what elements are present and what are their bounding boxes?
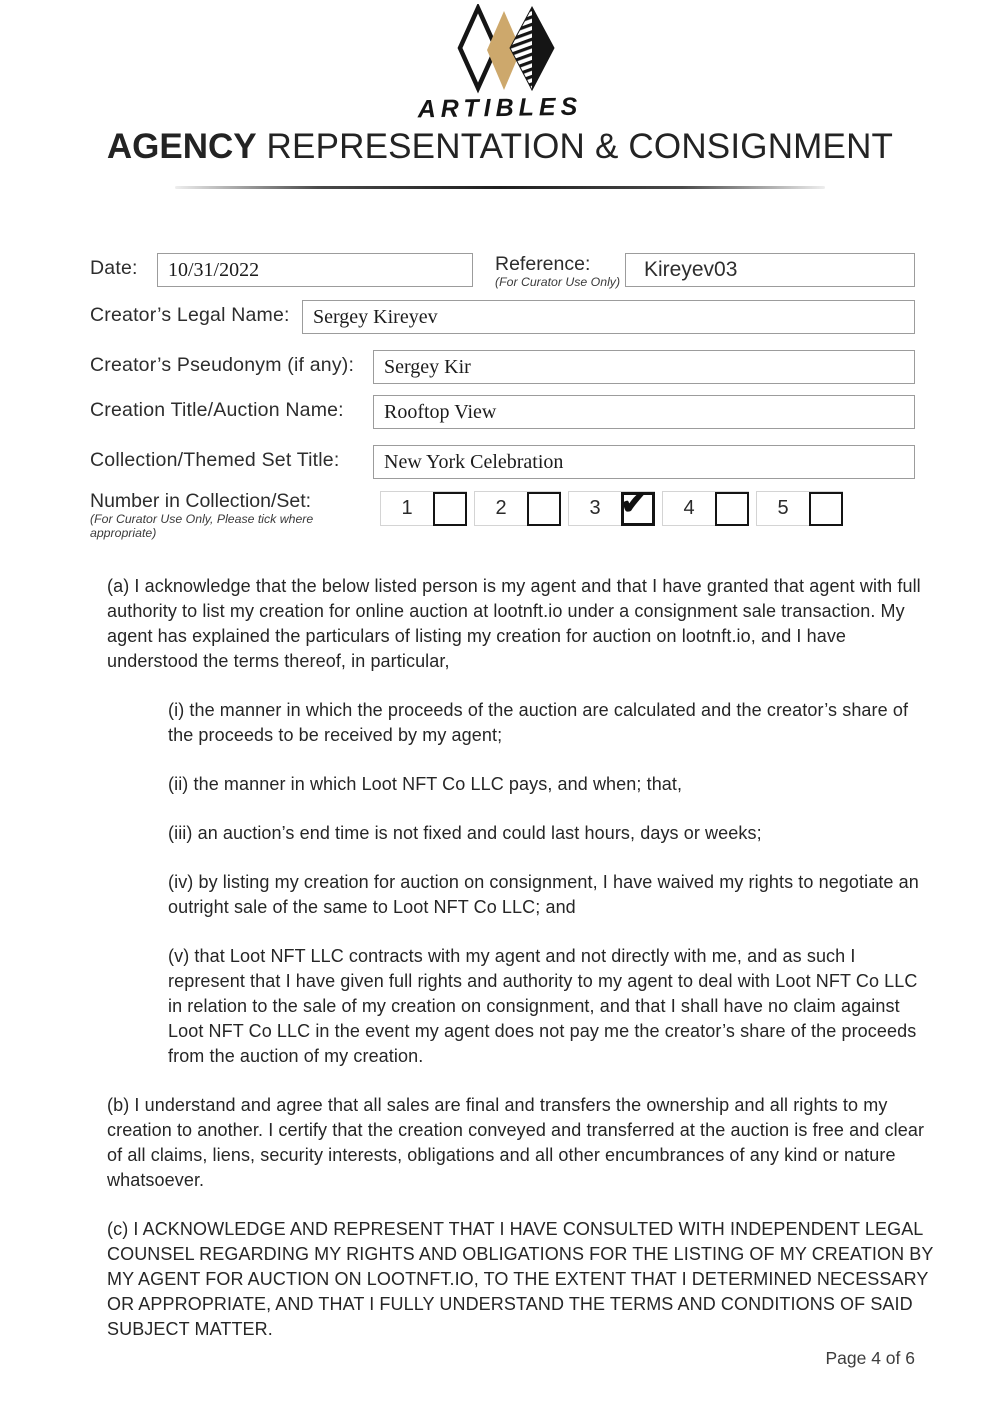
reference-label-block [495, 253, 625, 289]
creation-title-label: Creation Title/Auction Name: [90, 399, 344, 421]
pseudonym-label: Creator’s Pseudonym (if any): [90, 354, 355, 376]
legal-name-label: Creator’s Legal Name: [90, 304, 290, 326]
brand-name: ARTIBLES [417, 92, 583, 124]
number-label: Number in Collection/Set: [90, 490, 312, 512]
pseudonym-row [90, 350, 915, 384]
page-number: Page 4 of 6 [825, 1348, 915, 1368]
diamonds-logo-icon [440, 4, 560, 96]
clause-b: (b) I understand and agree that all sales are final and transfers the ownership and all rights to my creation to another. I certify that the creation conveyed and transferred at the auction is free and clear of all claims, liens, security interests, obligations and all other encumbrances of any kind or nature whatsoever. [107, 1095, 925, 1190]
number-checkboxes [380, 483, 850, 526]
artibles-logo-icon [440, 4, 560, 96]
legal-name-row [90, 300, 915, 334]
clause-i: (i) the manner in which the proceeds of the auction are calculated and the creator’s share of the proceeds to be received by my agent; [168, 700, 909, 745]
clauses-section [107, 574, 935, 1366]
collection-title-field[interactable]: New York Celebration [373, 445, 915, 479]
checkbox-group-2 [474, 491, 561, 526]
checkbox-3-tick-icon: ✔ [620, 483, 648, 521]
page-title-bold: AGENCY [106, 127, 257, 166]
collection-title-row [90, 445, 915, 479]
clause-v: (v) that Loot NFT LLC contracts with my agent and not directly with me, and as such I represent that I have given full rights and authority to my agent to deal with Loot NFT Co LLC in relation to the sale of my creation on consignment, and that I shall have no claim against Loot NFT Co LLC in the event my agent does not pay me the creator’s share of the proceeds from the auction of my creation. [168, 946, 918, 1066]
page-title [0, 127, 1000, 167]
checkbox-1-number: 1 [401, 497, 413, 519]
checkbox-2[interactable] [527, 492, 561, 526]
checkbox-5-number: 5 [777, 497, 789, 519]
checkbox-3[interactable] [620, 483, 655, 526]
number-sublabel: (For Curator Use Only, Please tick where appropriate) [90, 512, 314, 540]
checkbox-1[interactable] [433, 492, 467, 526]
checkbox-3-number: 3 [589, 497, 601, 519]
checkbox-4-number: 4 [683, 497, 695, 519]
clause-ii: (ii) the manner in which Loot NFT Co LLC pays, and when; that, [168, 774, 683, 794]
checkbox-group-1 [380, 491, 467, 526]
creation-title-field[interactable]: Rooftop View [373, 395, 915, 429]
checkbox-group-5 [756, 491, 843, 526]
checkbox-5[interactable] [809, 492, 843, 526]
number-in-collection-row [90, 483, 915, 540]
date-reference-row [90, 253, 915, 289]
reference-label: Reference: [495, 253, 591, 275]
date-field[interactable]: 10/31/2022 [157, 253, 473, 287]
clause-iv: (iv) by listing my creation for auction on consignment, I have waived my rights to negotiate an outright sale of the same to Loot NFT Co LLC; and [168, 872, 919, 917]
checkbox-group-4 [662, 491, 749, 526]
clause-a: (a) I acknowledge that the below listed person is my agent and that I have granted that agent with full authority to list my creation for online auction at lootnft.io under a consignment sale transaction. My agent has explained the particulars of listing my creation for auction on lootnft.io, and I have understood the terms thereof, in particular, [107, 576, 921, 671]
legal-name-field[interactable]: Sergey Kireyev [302, 300, 915, 334]
checkbox-group-3 [568, 483, 655, 526]
creation-title-row [90, 395, 915, 429]
checkbox-2-number: 2 [495, 497, 507, 519]
reference-field[interactable]: Kireyev03 [625, 253, 915, 287]
checkbox-4[interactable] [715, 492, 749, 526]
page-title-rest: REPRESENTATION & CONSIGNMENT [266, 127, 894, 166]
date-label: Date: [90, 257, 138, 279]
reference-sublabel: (For Curator Use Only) [495, 275, 621, 289]
collection-title-label: Collection/Themed Set Title: [90, 449, 340, 471]
title-divider [175, 186, 825, 189]
pseudonym-field[interactable]: Sergey Kir [373, 350, 915, 384]
number-label-block [90, 490, 380, 540]
clause-c: (c) I ACKNOWLEDGE AND REPRESENT THAT I HAVE CONSULTED WITH INDEPENDENT LEGAL COUNSEL REGARDING MY RIGHTS AND OBLIGATIONS FOR THE LISTING OF MY CREATION BY MY AGENT FOR AUCTION ON LOOTNFT.IO, TO THE EXTENT THAT I DETERMINED NECESSARY OR APPROPRIATE, AND THAT I FULLY UNDERSTAND THE TERMS AND CONDITIONS OF SAID SUBJECT MATTER. [107, 1219, 934, 1339]
clause-iii: (iii) an auction’s end time is not fixed and could last hours, days or weeks; [168, 823, 762, 843]
